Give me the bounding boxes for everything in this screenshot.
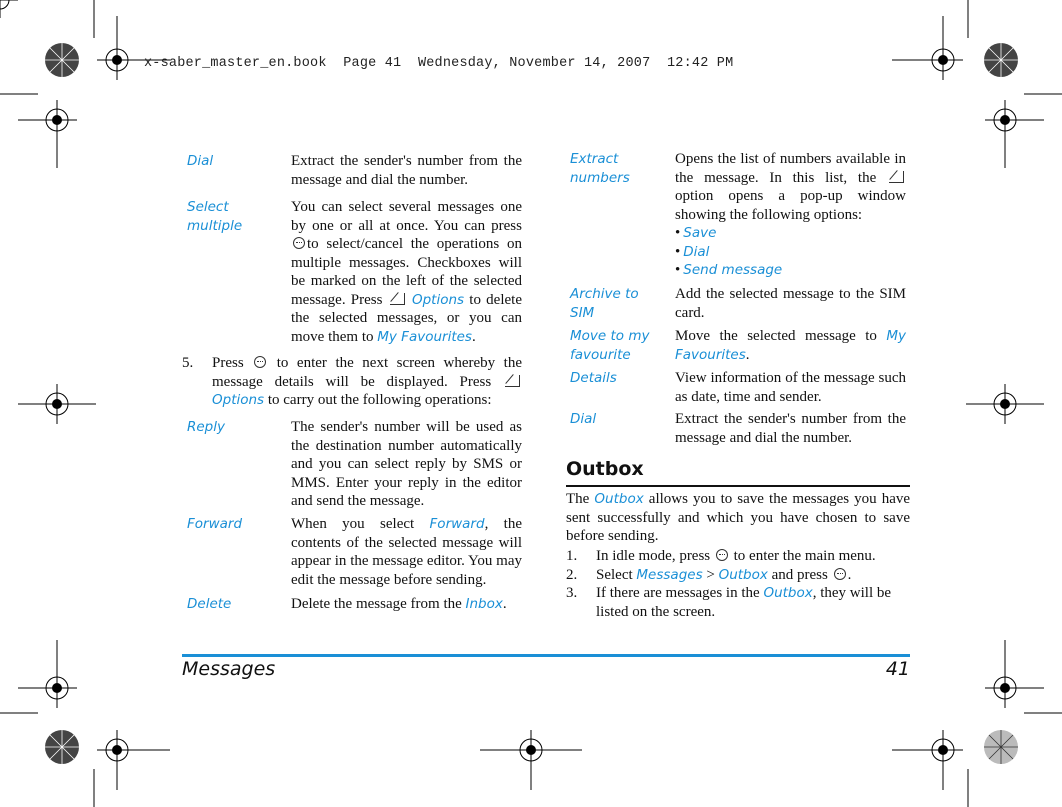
term-forward: Forward xyxy=(187,516,243,532)
def-select-multiple: You can select several messages one by one or all at once. You can press to select/cancel the operations on multiple messages. Checkboxes will be marked on the left of the selected message. Press Options to delete the selected messages, or you can move them to My Favourites. xyxy=(291,199,522,345)
left-softkey-icon xyxy=(889,171,904,183)
list-item: 3. If there are messages in the Outbox, they will be listed on the screen. xyxy=(566,585,892,620)
term-dial: Dial xyxy=(187,153,214,169)
footer-page-number: 41 xyxy=(885,658,910,680)
def-forward: When you select Forward, the contents of the selected message will appear in the message editor. You may edit the message before sending. xyxy=(291,516,522,588)
list-item: 1. In idle mode, press to enter the main menu. xyxy=(566,548,876,564)
outbox-steps xyxy=(566,547,910,621)
def-dial-right: Extract the sender's number from the message and dial the number. xyxy=(675,411,906,446)
print-header: x-saber_master_en.book Page 41 Wednesday, November 14, 2007 12:42 PM xyxy=(144,56,734,71)
def-archive-to-sim: Add the selected message to the SIM card. xyxy=(675,286,906,321)
option-send-message: Send message xyxy=(683,262,783,278)
def-reply: The sender's number will be used as the destination number automatically and you can select reply by SMS or MMS. Enter your reply in the editor and send the message. xyxy=(291,419,522,509)
option-dial: Dial xyxy=(683,243,710,260)
ok-key-icon xyxy=(716,549,728,561)
term-select-multiple: Select multiple xyxy=(187,199,243,234)
def-delete: Delete the message from the Inbox. xyxy=(291,596,507,612)
term-reply: Reply xyxy=(187,419,225,435)
left-softkey-icon xyxy=(390,293,405,305)
list-item: 2. Select Messages > Outbox and press . xyxy=(566,566,852,583)
def-details: View information of the message such as date, time and sender. xyxy=(675,370,906,405)
ok-key-icon xyxy=(834,568,846,580)
term-move-to-favourite: Move to my favourite xyxy=(570,328,650,363)
option-save: Save xyxy=(683,225,717,241)
ok-key-icon xyxy=(254,356,266,368)
term-extract-numbers: Extract numbers xyxy=(570,151,630,186)
footer-section: Messages xyxy=(182,658,276,680)
term-dial-right: Dial xyxy=(570,411,597,427)
term-archive-to-sim: Archive to SIM xyxy=(570,286,639,321)
term-details: Details xyxy=(570,370,617,386)
step-5: 5. Press to enter the next screen whereby the message details will be displayed. Press Options to carry out the following operations: xyxy=(182,355,522,408)
options-list xyxy=(675,224,906,280)
def-extract-numbers: Opens the list of numbers available in the message. In this list, the option opens a pop-up window showing the following options: • Save • Dial • Send message xyxy=(675,150,906,280)
def-move-to-favourite: Move the selected message to My Favourites. xyxy=(675,328,907,363)
ok-key-icon xyxy=(293,237,305,249)
outbox-intro: The Outbox allows you to save the messages you have sent successfully and which you have chosen to save before sending. xyxy=(566,491,911,544)
left-softkey-icon xyxy=(505,375,520,387)
section-title-outbox: Outbox xyxy=(566,458,644,480)
def-dial: Extract the sender's number from the message and dial the number. xyxy=(291,153,522,188)
term-delete: Delete xyxy=(187,596,232,612)
